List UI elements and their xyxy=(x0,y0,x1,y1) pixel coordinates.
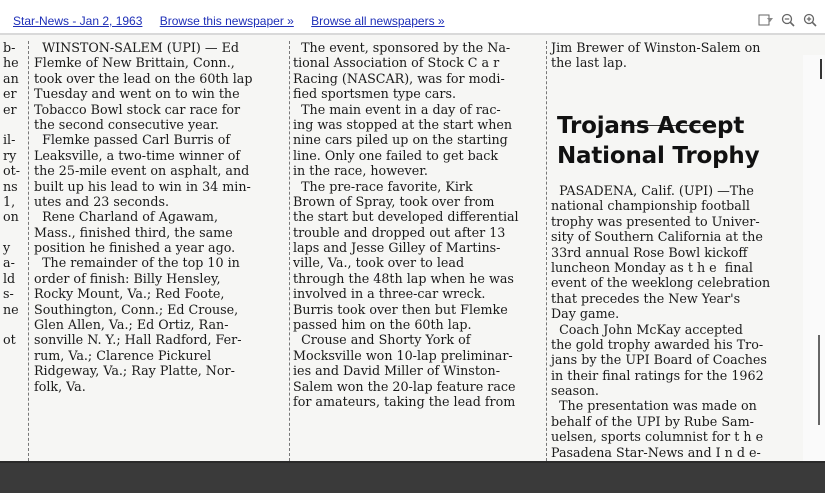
next-column-edge xyxy=(803,55,825,461)
text-line: involved in a three-car wreck. xyxy=(293,286,486,302)
text-line: an xyxy=(3,70,19,86)
text-line: sonville N. Y.; Hall Radford, Fer- xyxy=(34,332,242,348)
text-line: Tobacco Bowl stock car race for xyxy=(34,101,241,117)
column-divider xyxy=(289,41,290,461)
text-line: Pasadena Star-News and I n d e- xyxy=(551,444,761,460)
race-article-column-2 xyxy=(293,40,541,409)
text-line xyxy=(3,317,25,332)
previous-column-edge xyxy=(3,40,25,348)
text-line: ry xyxy=(3,147,17,163)
text-line: Flemke of New Brittain, Conn., xyxy=(34,55,235,71)
text-line: Rocky Mount, Va.; Red Foote, xyxy=(34,286,225,302)
zoom-out-icon[interactable] xyxy=(779,12,797,28)
zoom-in-icon[interactable] xyxy=(801,12,819,28)
text-line: in the race, however. xyxy=(293,163,428,179)
text-line: on xyxy=(3,209,19,225)
text-line: Leaksville, a two-time winner of xyxy=(34,147,241,163)
race-article-column-1 xyxy=(34,40,286,394)
text-line: the second consecutive year. xyxy=(34,116,219,132)
text-line: national championship football xyxy=(551,198,750,214)
text-line: the start but developed differential xyxy=(293,209,519,225)
trojans-article-body xyxy=(551,183,801,460)
text-line: that precedes the New Year's xyxy=(551,290,741,306)
text-line: fied sportsmen type cars. xyxy=(293,86,457,102)
text-line: utes and 23 seconds. xyxy=(34,193,169,209)
text-line: took over the lead on the 60th lap xyxy=(34,70,253,86)
race-article-column-3 xyxy=(551,40,801,71)
header-links xyxy=(13,14,459,28)
text-line: built up his lead to win in 34 min- xyxy=(34,178,251,194)
text-line: a- xyxy=(3,255,15,271)
text-line: The main event in a day of rac- xyxy=(293,101,501,117)
text-line: luncheon Monday as t h e final xyxy=(551,259,753,275)
browse-all-link[interactable]: Browse all newspapers » xyxy=(311,14,445,28)
text-line: The presentation was made on xyxy=(551,398,757,414)
text-line: the gold trophy awarded his Tro- xyxy=(551,336,764,352)
text-line: season. xyxy=(551,383,599,399)
text-line: trouble and dropped out after 13 xyxy=(293,224,506,240)
text-line: laps and Jesse Gilley of Martins- xyxy=(293,240,501,256)
text-line: trophy was presented to Univer- xyxy=(551,213,760,229)
text-line: The remainder of the top 10 in xyxy=(34,255,240,271)
text-line: The event, sponsored by the Na- xyxy=(293,40,511,55)
text-line: Salem won the 20-lap feature race xyxy=(293,378,516,394)
text-line: WINSTON-SALEM (UPI) — Ed xyxy=(34,40,240,55)
text-line: position he finished a year ago. xyxy=(34,240,236,256)
text-line: he xyxy=(3,55,19,71)
text-line: 33rd annual Rose Bowl kickoff xyxy=(551,244,748,260)
text-line: ot xyxy=(3,332,16,348)
view-tools xyxy=(757,12,819,28)
text-line: Rene Charland of Agawam, xyxy=(34,209,218,225)
text-line: ville, Va., took over to lead xyxy=(293,255,465,271)
column-rule-fragment xyxy=(820,59,822,79)
page-view-icon[interactable] xyxy=(757,12,775,28)
text-line: y xyxy=(3,240,11,256)
text-line: for amateurs, taking the lead from xyxy=(293,393,516,409)
text-line: Racing (NASCAR), was for modi- xyxy=(293,70,505,86)
text-line: ns xyxy=(3,178,18,194)
text-line: the 25-mile event on asphalt, and xyxy=(34,163,250,179)
text-line: ot- xyxy=(3,163,21,179)
source-link[interactable]: Star-News - Jan 2, 1963 xyxy=(13,14,143,28)
text-line: event of the weeklong celebration xyxy=(551,275,771,291)
browse-newspaper-link[interactable]: Browse this newspaper » xyxy=(159,14,294,28)
column-divider xyxy=(28,41,29,461)
text-line: Mocksville won 10-lap preliminar- xyxy=(293,347,513,363)
text-line: Jim Brewer of Winston-Salem on xyxy=(551,40,761,55)
column-rule-fragment xyxy=(818,335,820,425)
viewer-toolbar xyxy=(0,0,825,35)
text-line: b- xyxy=(3,40,16,55)
text-line: folk, Va. xyxy=(34,378,86,394)
text-line: passed him on the 60th lap. xyxy=(293,317,472,333)
text-line: Crouse and Shorty York of xyxy=(293,332,471,348)
text-line: uelsen, sports columnist for t h e xyxy=(551,429,764,445)
text-line: the last lap. xyxy=(551,55,627,71)
column-divider xyxy=(546,41,547,461)
text-line: nine cars piled up on the starting xyxy=(293,132,508,148)
text-line: il- xyxy=(3,132,16,148)
text-line: ld xyxy=(3,270,16,286)
text-line: Southington, Conn.; Ed Crouse, xyxy=(34,301,239,317)
text-line: Tuesday and went on to win the xyxy=(34,86,240,102)
text-line: through the 48th lap when he was xyxy=(293,270,514,286)
text-line xyxy=(3,117,25,132)
text-line: line. Only one failed to get back xyxy=(293,147,499,163)
text-line: s- xyxy=(3,286,14,302)
text-line: Burris took over then but Flemke xyxy=(293,301,508,317)
text-line: 1, xyxy=(3,193,16,209)
text-line: order of finish: Billy Hensley, xyxy=(34,270,221,286)
text-line: Mass., finished third, the same xyxy=(34,224,233,240)
text-line: sity of Southern California at the xyxy=(551,229,763,245)
text-line: Brown of Spray, took over from xyxy=(293,193,495,209)
text-line: er xyxy=(3,86,17,102)
text-line: PASADENA, Calif. (UPI) —The xyxy=(551,183,754,198)
text-line: in their final ratings for the 1962 xyxy=(551,367,764,383)
text-line: Coach John McKay accepted xyxy=(551,321,743,337)
text-line: ies and David Miller of Winston- xyxy=(293,363,501,379)
text-line: ne xyxy=(3,301,19,317)
text-line xyxy=(3,225,25,240)
text-line: er xyxy=(3,101,17,117)
text-line: Glen Allen, Va.; Ed Ortiz, Ran- xyxy=(34,317,229,333)
text-line: rum, Va.; Clarence Pickurel xyxy=(34,347,212,363)
window-status-bar xyxy=(0,461,825,493)
text-line: behalf of the UPI by Rube Sam- xyxy=(551,413,754,429)
newspaper-page[interactable] xyxy=(0,35,825,461)
text-line: Day game. xyxy=(551,306,620,322)
text-line: jans by the UPI Board of Coaches xyxy=(551,352,767,368)
text-line: tional Association of Stock C a r xyxy=(293,55,500,71)
headline-trojans: Trojans Accept xyxy=(557,113,745,139)
text-line: ing was stopped at the start when xyxy=(293,116,513,132)
text-line: Ridgeway, Va.; Ray Platte, Nor- xyxy=(34,363,235,379)
text-line: The pre-race favorite, Kirk xyxy=(293,178,473,194)
text-line: Flemke passed Carl Burris of xyxy=(34,132,231,148)
headline-trophy: National Trophy xyxy=(557,143,760,169)
